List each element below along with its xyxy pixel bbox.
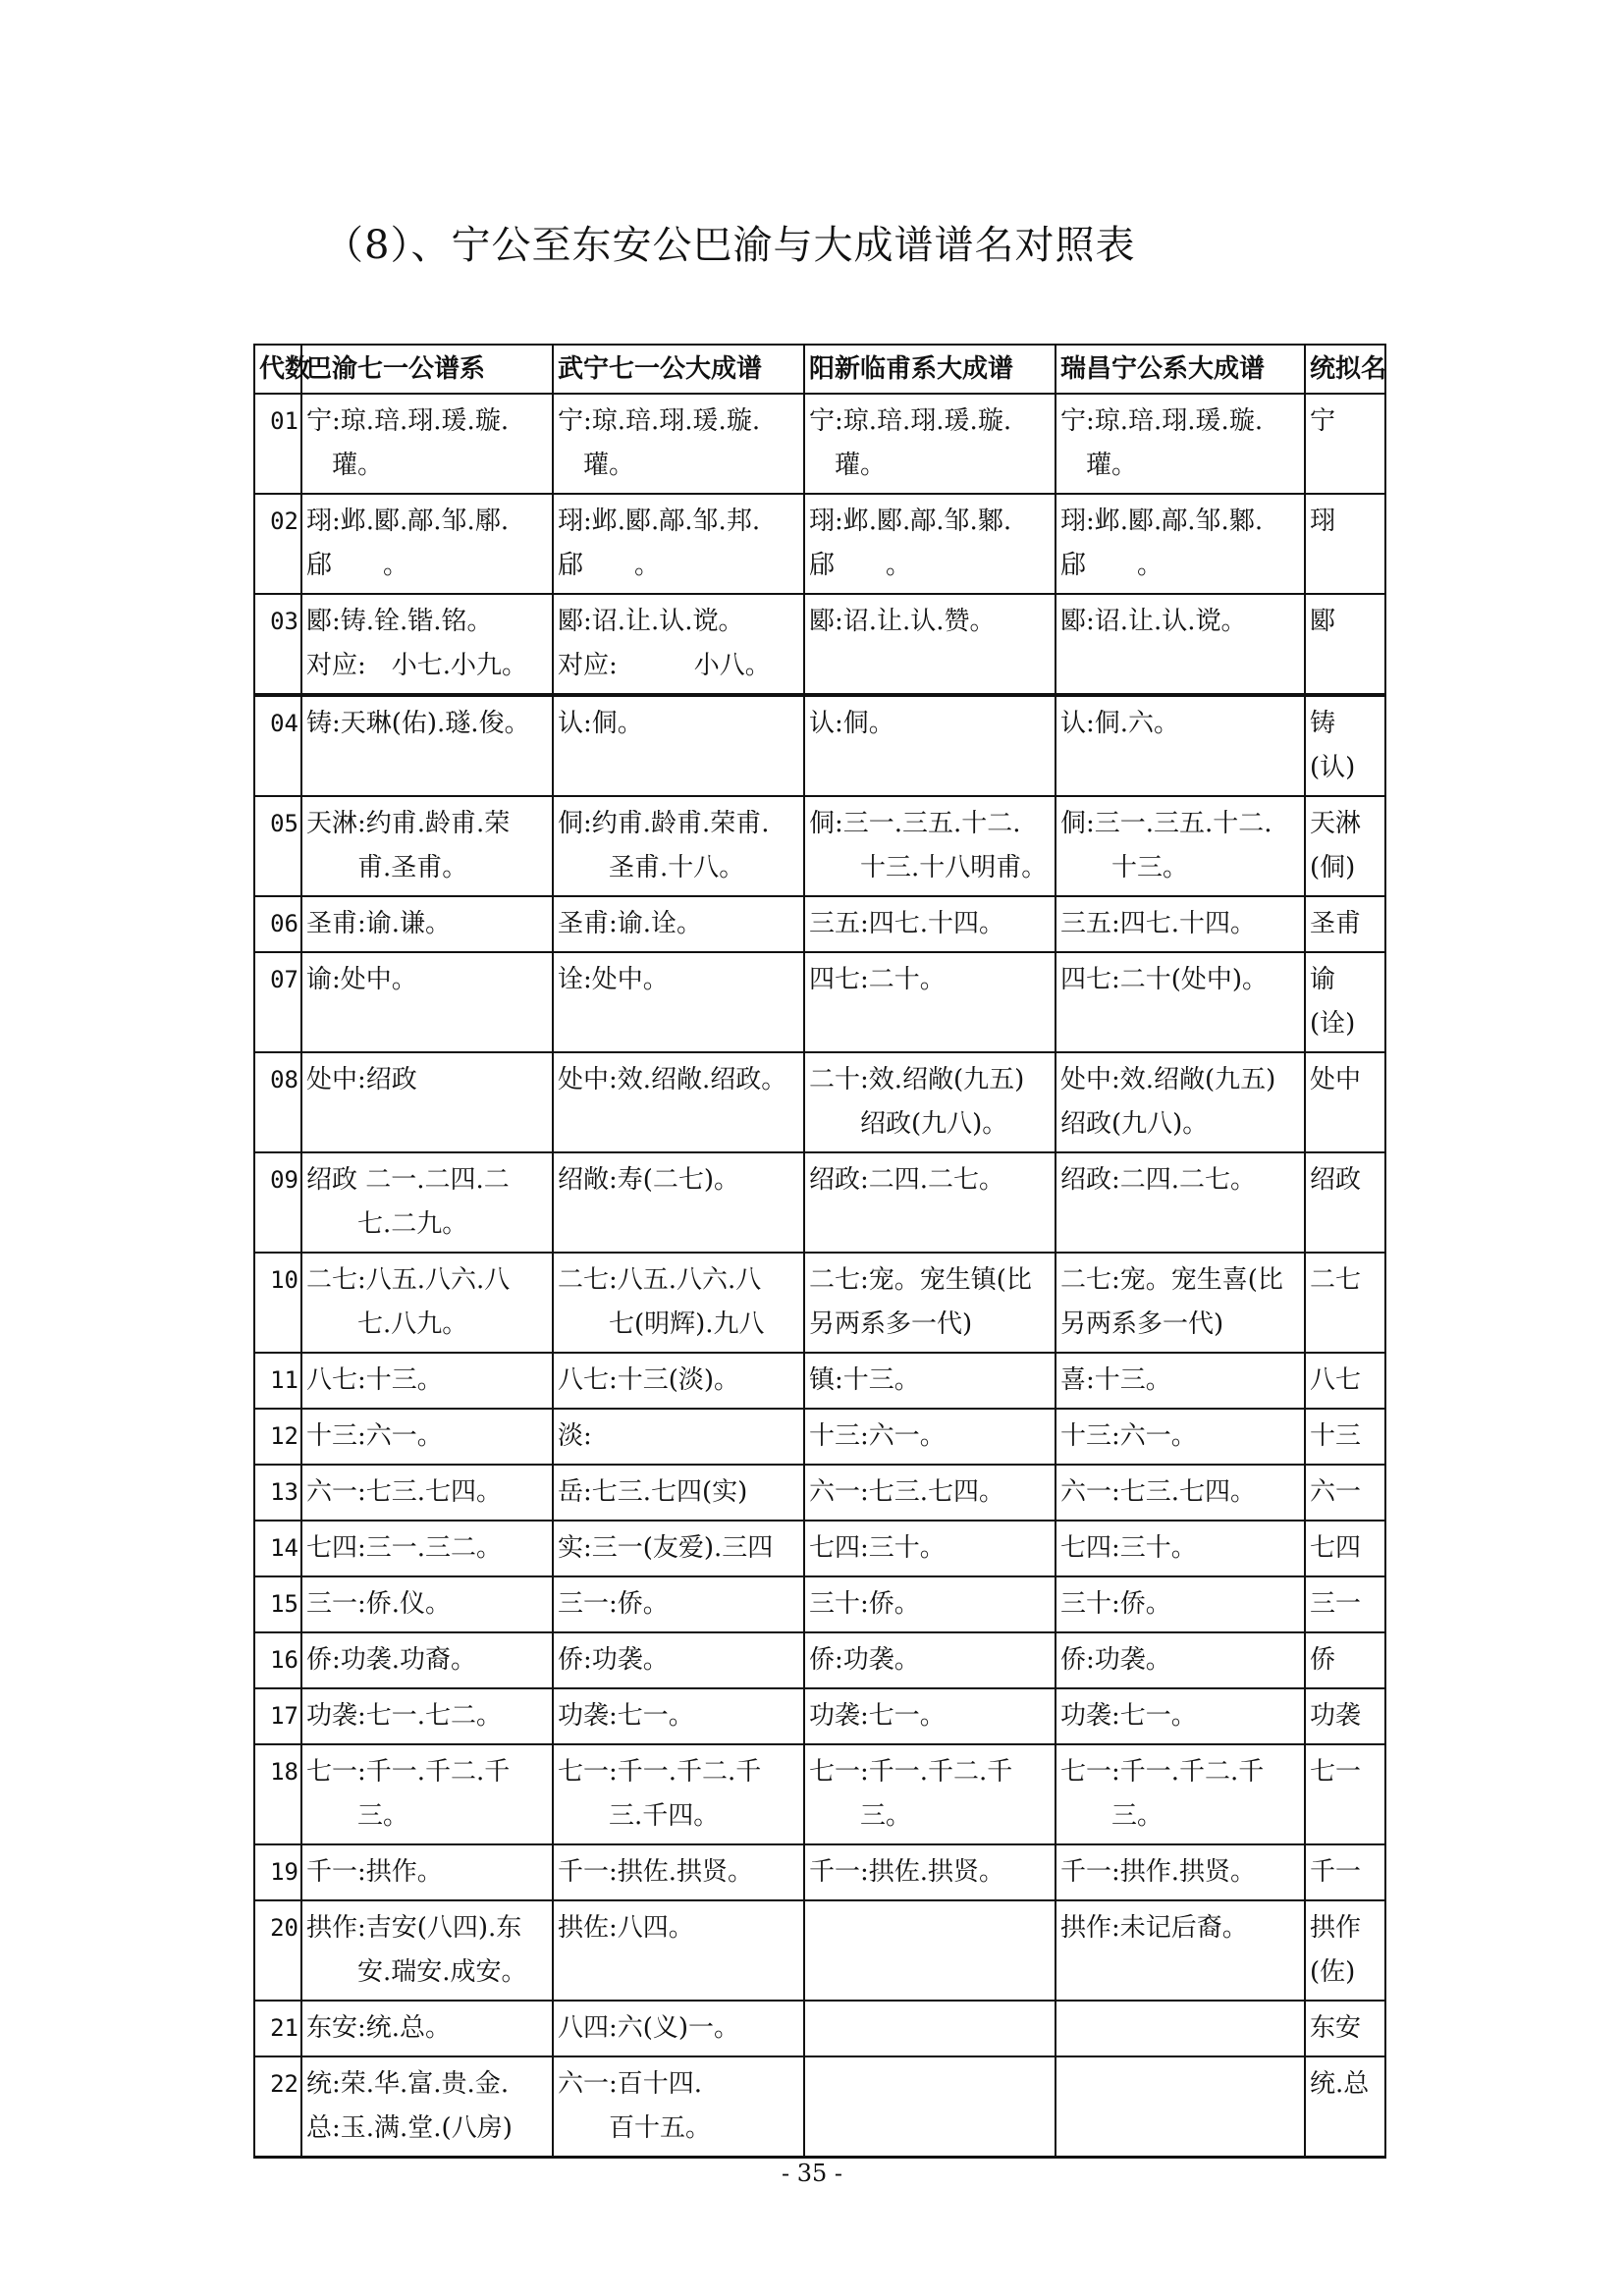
cell-ruichang-text: 认:侗.六。 xyxy=(1060,709,1180,738)
cell-unified-text: 处中 xyxy=(1310,1065,1362,1095)
header-ruichang-lineage: 瑞昌宁公系大成谱 xyxy=(1056,345,1305,394)
cell-ruichang xyxy=(1056,1632,1305,1688)
cell-ruichang xyxy=(1056,952,1305,1052)
cell-unified-text: 七一 xyxy=(1310,1757,1362,1787)
cell-ruichang xyxy=(1056,695,1305,796)
genealogy-comparison-table xyxy=(253,344,1386,2159)
cell-wuning xyxy=(553,796,804,896)
cell-bayu-text: 十三:六一。 xyxy=(306,1421,443,1451)
cell-yangxin-text: 宁:琼.琣.珝.瑗.璇. 瓘。 xyxy=(809,406,1012,480)
cell-yangxin-text: 四七:二十。 xyxy=(809,965,946,994)
cell-yangxin-text: 六一:七三.七四。 xyxy=(809,1477,1005,1507)
cell-unified-text: 天淋 (侗) xyxy=(1310,809,1362,882)
cell-generation xyxy=(254,1465,301,1521)
table-header-row xyxy=(254,345,1385,394)
cell-yangxin xyxy=(804,952,1056,1052)
cell-yangxin-text: 十三:六一。 xyxy=(809,1421,946,1451)
table-row xyxy=(254,494,1385,594)
cell-generation-text: 20 xyxy=(270,1914,298,1942)
table-row xyxy=(254,1521,1385,1576)
cell-wuning-text: 千一:拱佐.拱贤。 xyxy=(558,1857,754,1887)
cell-ruichang xyxy=(1056,2001,1305,2056)
cell-generation-text: 06 xyxy=(270,910,298,937)
cell-yangxin xyxy=(804,1900,1056,2001)
cell-generation xyxy=(254,1900,301,2001)
cell-ruichang-text: 拱作:未记后裔。 xyxy=(1060,1913,1248,1943)
cell-wuning xyxy=(553,394,804,494)
cell-unified-text: 二七 xyxy=(1310,1265,1362,1295)
cell-bayu xyxy=(301,1465,553,1521)
table-row xyxy=(254,1900,1385,2001)
cell-unified xyxy=(1305,1253,1385,1353)
cell-generation-text: 03 xyxy=(270,608,298,635)
cell-wuning xyxy=(553,594,804,695)
cell-generation xyxy=(254,594,301,695)
cell-ruichang-text: 四七:二十(处中)。 xyxy=(1060,965,1269,994)
cell-wuning xyxy=(553,1688,804,1744)
cell-generation xyxy=(254,1744,301,1844)
cell-wuning-text: 三一:侨。 xyxy=(558,1589,669,1619)
cell-unified xyxy=(1305,1744,1385,1844)
cell-yangxin-text: 二七:宠。宠生镇(比 另两系多一代) xyxy=(809,1265,1032,1339)
cell-ruichang xyxy=(1056,494,1305,594)
cell-wuning-text: 认:侗。 xyxy=(558,709,643,738)
cell-ruichang xyxy=(1056,1353,1305,1409)
cell-wuning-text: 六一:百十四. 百十五。 xyxy=(558,2069,712,2143)
cell-generation-text: 05 xyxy=(270,810,298,837)
cell-ruichang-text: 二七:宠。宠生喜(比 另两系多一代) xyxy=(1060,1265,1283,1339)
table-row xyxy=(254,1152,1385,1253)
cell-generation xyxy=(254,1052,301,1152)
cell-yangxin-text: 二十:效.绍敞(九五) 绍政(九八)。 xyxy=(809,1065,1025,1139)
cell-bayu xyxy=(301,1900,553,2001)
cell-bayu-text: 七一:千一.千二.千 三。 xyxy=(306,1757,511,1831)
table-row xyxy=(254,2001,1385,2056)
cell-wuning-text: 实:三一(友爱).三四 xyxy=(558,1533,774,1563)
table-row xyxy=(254,1465,1385,1521)
cell-generation xyxy=(254,1353,301,1409)
cell-ruichang xyxy=(1056,1576,1305,1632)
cell-unified-text: 绍政 xyxy=(1310,1165,1362,1195)
cell-wuning xyxy=(553,1576,804,1632)
cell-generation-text: 15 xyxy=(270,1590,298,1618)
cell-ruichang xyxy=(1056,2056,1305,2158)
cell-ruichang xyxy=(1056,1052,1305,1152)
cell-yangxin-text: 郾:诏.让.认.赞。 xyxy=(809,607,996,636)
cell-unified xyxy=(1305,1409,1385,1465)
table-row xyxy=(254,1253,1385,1353)
cell-bayu-text: 郾:铸.铨.锴.铭。 对应: 小七.小九。 xyxy=(306,607,528,680)
cell-yangxin xyxy=(804,1052,1056,1152)
cell-yangxin-text: 三十:侨。 xyxy=(809,1589,920,1619)
page-title: （8）、宁公至东安公巴渝与大成谱谱名对照表 xyxy=(324,223,1136,268)
cell-generation-text: 04 xyxy=(270,710,298,737)
cell-wuning-text: 郾:诏.让.认.谠。 对应: 小八。 xyxy=(558,607,771,680)
cell-generation-text: 07 xyxy=(270,966,298,993)
cell-unified-text: 千一 xyxy=(1310,1857,1362,1887)
cell-generation xyxy=(254,952,301,1052)
cell-bayu xyxy=(301,1744,553,1844)
cell-yangxin-text: 珝:邺.郾.鄗.邹.鄹. 郈 。 xyxy=(809,507,1012,580)
table-row xyxy=(254,594,1385,695)
cell-yangxin xyxy=(804,695,1056,796)
cell-generation xyxy=(254,1152,301,1253)
cell-bayu xyxy=(301,1576,553,1632)
cell-unified-text: 铸(认) xyxy=(1310,709,1356,782)
cell-bayu xyxy=(301,2056,553,2158)
cell-ruichang xyxy=(1056,1900,1305,2001)
cell-wuning xyxy=(553,1409,804,1465)
table-row xyxy=(254,1409,1385,1465)
cell-unified xyxy=(1305,1521,1385,1576)
cell-unified xyxy=(1305,594,1385,695)
cell-yangxin-text: 侨:功袭。 xyxy=(809,1645,920,1675)
cell-bayu xyxy=(301,594,553,695)
cell-ruichang xyxy=(1056,1152,1305,1253)
cell-ruichang xyxy=(1056,1521,1305,1576)
cell-ruichang xyxy=(1056,1688,1305,1744)
cell-unified xyxy=(1305,1688,1385,1744)
table-row xyxy=(254,896,1385,952)
cell-ruichang xyxy=(1056,594,1305,695)
cell-wuning xyxy=(553,896,804,952)
cell-wuning xyxy=(553,1632,804,1688)
cell-unified-text: 拱作 (佐) xyxy=(1310,1913,1362,1987)
cell-bayu xyxy=(301,1052,553,1152)
cell-yangxin xyxy=(804,2001,1056,2056)
cell-wuning xyxy=(553,1465,804,1521)
cell-generation xyxy=(254,2001,301,2056)
cell-unified xyxy=(1305,1052,1385,1152)
cell-ruichang xyxy=(1056,394,1305,494)
table-row xyxy=(254,1688,1385,1744)
cell-yangxin-text: 三五:四七.十四。 xyxy=(809,909,1005,938)
cell-generation xyxy=(254,1253,301,1353)
cell-unified-text: 圣甫 xyxy=(1310,909,1362,938)
cell-bayu-text: 三一:侨.仪。 xyxy=(306,1589,452,1619)
cell-unified xyxy=(1305,952,1385,1052)
cell-wuning-text: 珝:邺.郾.鄗.邹.邦. 郈 。 xyxy=(558,507,761,580)
cell-yangxin-text: 七四:三十。 xyxy=(809,1533,946,1563)
cell-ruichang xyxy=(1056,1744,1305,1844)
cell-generation xyxy=(254,1844,301,1900)
cell-generation-text: 18 xyxy=(270,1758,298,1786)
cell-unified-text: 谕(诠) xyxy=(1310,965,1356,1039)
cell-yangxin xyxy=(804,1465,1056,1521)
cell-wuning-text: 八七:十三(淡)。 xyxy=(558,1365,740,1395)
cell-unified xyxy=(1305,1844,1385,1900)
cell-yangxin xyxy=(804,2056,1056,2158)
cell-bayu-text: 谕:处中。 xyxy=(306,965,417,994)
table-row xyxy=(254,695,1385,796)
cell-bayu xyxy=(301,394,553,494)
cell-wuning-text: 八四:六(义)一。 xyxy=(558,2013,740,2043)
header-generation: 代数 xyxy=(254,345,301,394)
cell-unified-text: 东安 xyxy=(1310,2013,1362,2043)
cell-bayu xyxy=(301,1521,553,1576)
cell-ruichang-text: 宁:琼.琣.珝.瑗.璇. 瓘。 xyxy=(1060,406,1264,480)
cell-bayu-text: 六一:七三.七四。 xyxy=(306,1477,503,1507)
cell-yangxin xyxy=(804,1688,1056,1744)
cell-ruichang-text: 侗:三一.三五.十二. 十三。 xyxy=(1060,809,1272,882)
cell-bayu-text: 铸:天琳(佑).璲.俊。 xyxy=(306,709,530,738)
cell-yangxin xyxy=(804,1844,1056,1900)
cell-unified-text: 十三 xyxy=(1310,1421,1362,1451)
cell-yangxin xyxy=(804,896,1056,952)
cell-yangxin xyxy=(804,1632,1056,1688)
cell-wuning-text: 拱佐:八四。 xyxy=(558,1913,694,1943)
cell-unified xyxy=(1305,1576,1385,1632)
cell-bayu-text: 二七:八五.八六.八 七.八九。 xyxy=(306,1265,511,1339)
cell-yangxin xyxy=(804,1744,1056,1844)
cell-yangxin xyxy=(804,1253,1056,1353)
cell-wuning-text: 绍敞:寿(二七)。 xyxy=(558,1165,740,1195)
cell-wuning xyxy=(553,2001,804,2056)
cell-wuning xyxy=(553,494,804,594)
cell-unified-text: 六一 xyxy=(1310,1477,1362,1507)
cell-wuning xyxy=(553,2056,804,2158)
cell-ruichang-text: 功袭:七一。 xyxy=(1060,1701,1197,1731)
cell-bayu-text: 天淋:约甫.龄甫.荣 甫.圣甫。 xyxy=(306,809,511,882)
cell-bayu xyxy=(301,1688,553,1744)
cell-ruichang-text: 三十:侨。 xyxy=(1060,1589,1171,1619)
cell-generation-text: 09 xyxy=(270,1166,298,1194)
cell-generation xyxy=(254,1632,301,1688)
cell-generation-text: 01 xyxy=(270,407,298,435)
cell-bayu xyxy=(301,1632,553,1688)
cell-yangxin-text: 七一:千一.千二.千 三。 xyxy=(809,1757,1013,1831)
cell-ruichang xyxy=(1056,1465,1305,1521)
cell-ruichang xyxy=(1056,896,1305,952)
cell-wuning xyxy=(553,1253,804,1353)
cell-unified-text: 八七 xyxy=(1310,1365,1362,1395)
cell-wuning xyxy=(553,1844,804,1900)
cell-bayu-text: 宁:琼.琣.珝.瑗.璇. 瓘。 xyxy=(306,406,510,480)
cell-ruichang-text: 七四:三十。 xyxy=(1060,1533,1197,1563)
cell-bayu-text: 侨:功袭.功裔。 xyxy=(306,1645,477,1675)
cell-wuning-text: 圣甫:谕.诠。 xyxy=(558,909,703,938)
cell-unified-text: 统.总 xyxy=(1310,2069,1370,2099)
cell-generation xyxy=(254,494,301,594)
cell-ruichang-text: 绍政:二四.二七。 xyxy=(1060,1165,1257,1195)
cell-bayu-text: 拱作:吉安(八四).东 安.瑞安.成安。 xyxy=(306,1913,527,1987)
cell-unified xyxy=(1305,796,1385,896)
cell-ruichang xyxy=(1056,1409,1305,1465)
cell-yangxin xyxy=(804,494,1056,594)
cell-wuning xyxy=(553,1900,804,2001)
cell-ruichang-text: 珝:邺.郾.鄗.邹.鄹. 郈 。 xyxy=(1060,507,1264,580)
cell-generation xyxy=(254,1409,301,1465)
cell-wuning-text: 诠:处中。 xyxy=(558,965,669,994)
cell-bayu-text: 处中:绍政 xyxy=(306,1065,417,1095)
table-row xyxy=(254,394,1385,494)
cell-yangxin xyxy=(804,594,1056,695)
cell-wuning-text: 宁:琼.琣.珝.瑗.璇. 瓘。 xyxy=(558,406,761,480)
table-row xyxy=(254,796,1385,896)
cell-generation xyxy=(254,695,301,796)
cell-bayu xyxy=(301,1253,553,1353)
cell-wuning xyxy=(553,1052,804,1152)
cell-ruichang xyxy=(1056,1253,1305,1353)
cell-wuning-text: 功袭:七一。 xyxy=(558,1701,694,1731)
cell-generation-text: 11 xyxy=(270,1366,298,1394)
cell-ruichang-text: 十三:六一。 xyxy=(1060,1421,1197,1451)
cell-generation-text: 16 xyxy=(270,1646,298,1674)
cell-wuning-text: 处中:效.绍敞.绍政。 xyxy=(558,1065,787,1095)
cell-unified-text: 珝 xyxy=(1310,507,1336,536)
table-row xyxy=(254,1353,1385,1409)
cell-yangxin-text: 镇:十三。 xyxy=(809,1365,920,1395)
cell-bayu xyxy=(301,1844,553,1900)
cell-wuning-text: 侗:约甫.龄甫.荣甫. 圣甫.十八。 xyxy=(558,809,770,882)
cell-unified-text: 功袭 xyxy=(1310,1701,1362,1731)
cell-generation xyxy=(254,394,301,494)
cell-bayu-text: 千一:拱作。 xyxy=(306,1857,443,1887)
cell-generation xyxy=(254,796,301,896)
cell-generation-text: 02 xyxy=(270,507,298,535)
cell-yangxin xyxy=(804,394,1056,494)
cell-unified xyxy=(1305,896,1385,952)
cell-bayu xyxy=(301,952,553,1052)
cell-bayu xyxy=(301,1152,553,1253)
table-row xyxy=(254,1632,1385,1688)
cell-ruichang xyxy=(1056,1844,1305,1900)
cell-unified xyxy=(1305,1632,1385,1688)
cell-ruichang xyxy=(1056,796,1305,896)
cell-unified-text: 宁 xyxy=(1310,406,1336,436)
cell-generation-text: 08 xyxy=(270,1066,298,1094)
cell-bayu-text: 圣甫:谕.谦。 xyxy=(306,909,452,938)
cell-yangxin-text: 功袭:七一。 xyxy=(809,1701,946,1731)
cell-wuning xyxy=(553,952,804,1052)
cell-yangxin-text: 认:侗。 xyxy=(809,709,894,738)
cell-ruichang-text: 七一:千一.千二.千 三。 xyxy=(1060,1757,1265,1831)
table-body xyxy=(254,394,1385,2158)
cell-yangxin xyxy=(804,1521,1056,1576)
cell-unified xyxy=(1305,1353,1385,1409)
cell-wuning-text: 七一:千一.千二.千 三.千四。 xyxy=(558,1757,762,1831)
cell-bayu xyxy=(301,896,553,952)
cell-yangxin xyxy=(804,1576,1056,1632)
table-row xyxy=(254,1052,1385,1152)
header-bayu-lineage: 巴渝七一公谱系 xyxy=(301,345,553,394)
cell-ruichang-text: 侨:功袭。 xyxy=(1060,1645,1171,1675)
table-row xyxy=(254,952,1385,1052)
cell-unified-text: 郾 xyxy=(1310,607,1336,636)
cell-generation-text: 19 xyxy=(270,1858,298,1886)
cell-generation xyxy=(254,1576,301,1632)
cell-unified xyxy=(1305,1900,1385,2001)
cell-yangxin xyxy=(804,1353,1056,1409)
cell-bayu-text: 统:荣.华.富.贵.金. 总:玉.满.堂.(八房) xyxy=(306,2069,513,2143)
cell-yangxin xyxy=(804,1152,1056,1253)
table-row xyxy=(254,2056,1385,2158)
cell-bayu-text: 八七:十三。 xyxy=(306,1365,443,1395)
header-unified-name: 统拟名 xyxy=(1305,345,1385,394)
cell-bayu xyxy=(301,2001,553,2056)
cell-bayu xyxy=(301,1353,553,1409)
cell-wuning-text: 淡: xyxy=(558,1421,592,1451)
cell-ruichang-text: 喜:十三。 xyxy=(1060,1365,1171,1395)
cell-generation xyxy=(254,1688,301,1744)
cell-wuning xyxy=(553,1521,804,1576)
cell-yangxin xyxy=(804,796,1056,896)
cell-generation-text: 10 xyxy=(270,1266,298,1294)
cell-bayu xyxy=(301,494,553,594)
cell-bayu xyxy=(301,695,553,796)
cell-unified xyxy=(1305,394,1385,494)
table-row xyxy=(254,1744,1385,1844)
page-number: - 35 - xyxy=(781,2160,842,2187)
cell-bayu-text: 绍政 二一.二四.二 七.二九。 xyxy=(306,1165,510,1239)
cell-generation-text: 22 xyxy=(270,2070,298,2098)
cell-bayu-text: 七四:三一.三二。 xyxy=(306,1533,503,1563)
cell-wuning xyxy=(553,695,804,796)
cell-yangxin xyxy=(804,1409,1056,1465)
cell-generation-text: 12 xyxy=(270,1422,298,1450)
cell-unified xyxy=(1305,1465,1385,1521)
cell-bayu-text: 功袭:七一.七二。 xyxy=(306,1701,503,1731)
cell-unified xyxy=(1305,2056,1385,2158)
cell-unified-text: 侨 xyxy=(1310,1645,1336,1675)
cell-generation xyxy=(254,896,301,952)
cell-bayu xyxy=(301,796,553,896)
cell-bayu xyxy=(301,1409,553,1465)
cell-generation xyxy=(254,2056,301,2158)
cell-generation-text: 21 xyxy=(270,2014,298,2042)
cell-unified xyxy=(1305,1152,1385,1253)
cell-unified-text: 七四 xyxy=(1310,1533,1362,1563)
cell-unified xyxy=(1305,695,1385,796)
cell-ruichang-text: 处中:效.绍敞(九五) 绍政(九八)。 xyxy=(1060,1065,1276,1139)
cell-generation-text: 17 xyxy=(270,1702,298,1730)
table-row xyxy=(254,1576,1385,1632)
cell-ruichang-text: 六一:七三.七四。 xyxy=(1060,1477,1257,1507)
cell-generation-text: 13 xyxy=(270,1478,298,1506)
cell-wuning-text: 岳:七三.七四(实) xyxy=(558,1477,748,1507)
cell-ruichang-text: 千一:拱作.拱贤。 xyxy=(1060,1857,1257,1887)
cell-ruichang-text: 三五:四七.十四。 xyxy=(1060,909,1257,938)
cell-wuning xyxy=(553,1353,804,1409)
cell-wuning-text: 二七:八五.八六.八 七(明辉).九八 xyxy=(558,1265,765,1339)
table-row xyxy=(254,1844,1385,1900)
cell-yangxin-text: 绍政:二四.二七。 xyxy=(809,1165,1005,1195)
cell-yangxin-text: 侗:三一.三五.十二. 十三.十八明甫。 xyxy=(809,809,1048,882)
cell-generation xyxy=(254,1521,301,1576)
cell-yangxin-text: 千一:拱佐.拱贤。 xyxy=(809,1857,1005,1887)
cell-generation-text: 14 xyxy=(270,1534,298,1562)
cell-ruichang-text: 郾:诏.让.认.谠。 xyxy=(1060,607,1247,636)
cell-bayu-text: 东安:统.总。 xyxy=(306,2013,452,2043)
cell-wuning xyxy=(553,1152,804,1253)
cell-wuning-text: 侨:功袭。 xyxy=(558,1645,669,1675)
header-wuning-lineage: 武宁七一公大成谱 xyxy=(553,345,804,394)
cell-bayu-text: 珝:邺.郾.鄗.邹.鄏. 郈 。 xyxy=(306,507,510,580)
header-yangxin-lineage: 阳新临甫系大成谱 xyxy=(804,345,1056,394)
cell-unified xyxy=(1305,494,1385,594)
cell-unified-text: 三一 xyxy=(1310,1589,1362,1619)
cell-unified xyxy=(1305,2001,1385,2056)
cell-wuning xyxy=(553,1744,804,1844)
